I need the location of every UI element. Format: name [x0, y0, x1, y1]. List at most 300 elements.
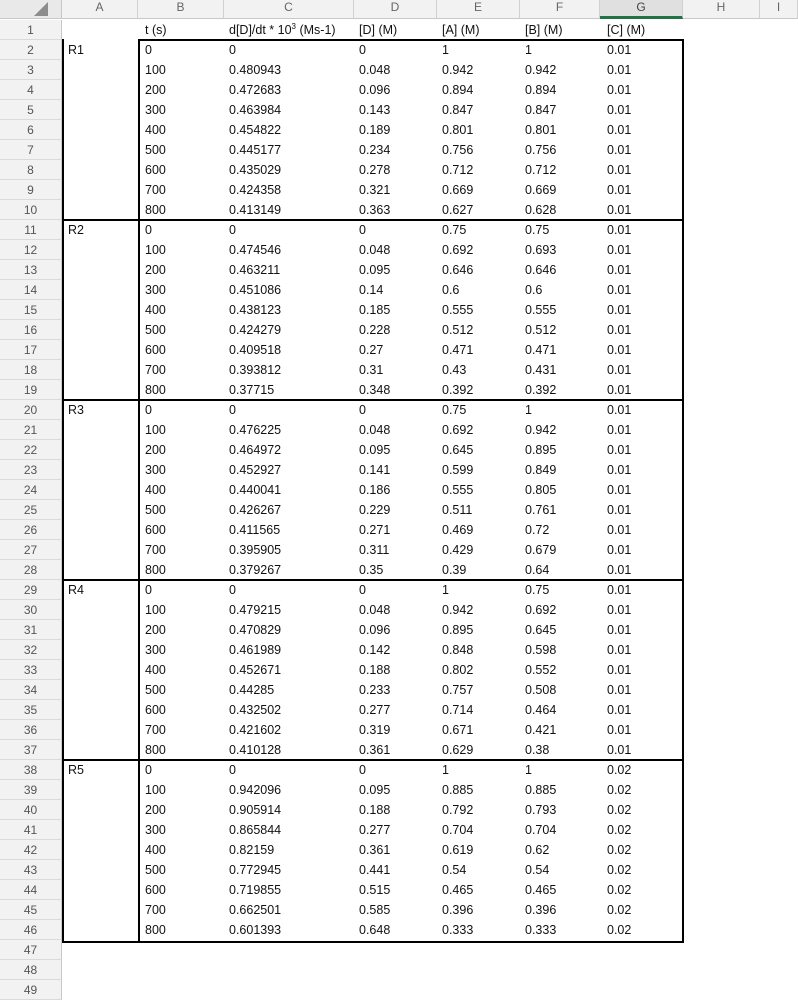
row-header-49[interactable]: 49 [0, 980, 62, 1000]
cell-rate[interactable]: 0.472683 [229, 83, 282, 97]
cell-rate[interactable]: 0.426267 [229, 503, 282, 517]
cell-d[interactable]: 0.048 [359, 603, 391, 617]
cell-rate[interactable]: 0.719855 [229, 883, 282, 897]
row-header-9[interactable]: 9 [0, 180, 62, 200]
cell-a[interactable]: 0.792 [442, 803, 474, 817]
cell-d[interactable]: 0.27 [359, 343, 384, 357]
cell-t[interactable]: 300 [145, 643, 166, 657]
cell-d[interactable]: 0.142 [359, 643, 391, 657]
cell-d[interactable]: 0.048 [359, 63, 391, 77]
cell-a[interactable]: 0.75 [442, 223, 467, 237]
cell-b[interactable]: 0.471 [525, 343, 557, 357]
cell-t[interactable]: 0 [145, 43, 152, 57]
cell-t[interactable]: 0 [145, 583, 152, 597]
cell-c[interactable]: 0.01 [607, 83, 632, 97]
cell-c[interactable]: 0.01 [607, 403, 632, 417]
cell-t[interactable]: 700 [145, 723, 166, 737]
row-header-29[interactable]: 29 [0, 580, 62, 600]
cell-c[interactable]: 0.01 [607, 603, 632, 617]
cell-d[interactable]: 0.441 [359, 863, 391, 877]
cell-rate[interactable]: 0.411565 [229, 523, 281, 537]
cell-c[interactable]: 0.02 [607, 763, 632, 777]
cell-c[interactable]: 0.01 [607, 663, 632, 677]
header-b[interactable]: [B] (M) [525, 23, 563, 37]
cell-rate[interactable]: 0.451086 [229, 283, 282, 297]
row-header-39[interactable]: 39 [0, 780, 62, 800]
cell-c[interactable]: 0.02 [607, 783, 632, 797]
cell-a[interactable]: 0.646 [442, 263, 474, 277]
cell-c[interactable]: 0.01 [607, 263, 632, 277]
cell-rate[interactable]: 0 [229, 763, 236, 777]
row-header-34[interactable]: 34 [0, 680, 62, 700]
cell-b[interactable]: 0.555 [525, 303, 557, 317]
cell-c[interactable]: 0.02 [607, 863, 632, 877]
cell-t[interactable]: 700 [145, 543, 166, 557]
row-header-13[interactable]: 13 [0, 260, 62, 280]
cell-c[interactable]: 0.01 [607, 183, 632, 197]
cell-d[interactable]: 0.648 [359, 923, 391, 937]
cell-t[interactable]: 500 [145, 683, 166, 697]
cell-a[interactable]: 0.469 [442, 523, 474, 537]
cell-c[interactable]: 0.01 [607, 283, 632, 297]
cell-rate[interactable]: 0.452671 [229, 663, 282, 677]
cell-c[interactable]: 0.01 [607, 463, 632, 477]
cell-d[interactable]: 0.234 [359, 143, 391, 157]
cell-d[interactable]: 0.228 [359, 323, 391, 337]
column-header-a[interactable]: A [62, 0, 138, 19]
column-header-e[interactable]: E [437, 0, 520, 19]
row-header-27[interactable]: 27 [0, 540, 62, 560]
cell-c[interactable]: 0.02 [607, 823, 632, 837]
cell-b[interactable]: 0.895 [525, 443, 557, 457]
row-header-33[interactable]: 33 [0, 660, 62, 680]
cell-a[interactable]: 0.627 [442, 203, 474, 217]
cell-c[interactable]: 0.01 [607, 723, 632, 737]
cell-b[interactable]: 0.431 [525, 363, 557, 377]
cell-c[interactable]: 0.01 [607, 223, 632, 237]
row-header-14[interactable]: 14 [0, 280, 62, 300]
cell-b[interactable]: 0.756 [525, 143, 557, 157]
cell-rate[interactable]: 0.476225 [229, 423, 282, 437]
cell-a[interactable]: 0.942 [442, 603, 474, 617]
cell-t[interactable]: 800 [145, 563, 166, 577]
row-header-25[interactable]: 25 [0, 500, 62, 520]
cell-a[interactable]: 0.392 [442, 383, 474, 397]
cell-d[interactable]: 0.095 [359, 783, 391, 797]
column-header-i[interactable]: I [760, 0, 798, 19]
row-header-45[interactable]: 45 [0, 900, 62, 920]
cell-b[interactable]: 0.693 [525, 243, 557, 257]
cell-t[interactable]: 800 [145, 743, 166, 757]
cell-rate[interactable]: 0.865844 [229, 823, 282, 837]
cell-a[interactable]: 0.619 [442, 843, 474, 857]
cell-a[interactable]: 0.39 [442, 563, 467, 577]
cell-rate[interactable]: 0.379267 [229, 563, 282, 577]
cell-t[interactable]: 0 [145, 223, 152, 237]
row-header-37[interactable]: 37 [0, 740, 62, 760]
cell-a[interactable]: 1 [442, 763, 449, 777]
cell-c[interactable]: 0.01 [607, 683, 632, 697]
cell-rate[interactable]: 0.464972 [229, 443, 282, 457]
cell-rate[interactable]: 0.474546 [229, 243, 282, 257]
row-header-40[interactable]: 40 [0, 800, 62, 820]
row-header-24[interactable]: 24 [0, 480, 62, 500]
cell-a[interactable]: 1 [442, 583, 449, 597]
cell-c[interactable]: 0.01 [607, 703, 632, 717]
cell-a[interactable]: 0.692 [442, 243, 474, 257]
row-header-38[interactable]: 38 [0, 760, 62, 780]
row-header-16[interactable]: 16 [0, 320, 62, 340]
cell-b[interactable]: 0.704 [525, 823, 557, 837]
cell-t[interactable]: 300 [145, 103, 166, 117]
cell-d[interactable]: 0.277 [359, 823, 391, 837]
cell-d[interactable]: 0.319 [359, 723, 391, 737]
cell-a[interactable]: 0.429 [442, 543, 474, 557]
row-header-36[interactable]: 36 [0, 720, 62, 740]
cell-c[interactable]: 0.01 [607, 623, 632, 637]
cell-rate[interactable]: 0 [229, 583, 236, 597]
cell-b[interactable]: 0.805 [525, 483, 557, 497]
cell-rate[interactable]: 0.452927 [229, 463, 282, 477]
cell-d[interactable]: 0.185 [359, 303, 391, 317]
cell-c[interactable]: 0.01 [607, 203, 632, 217]
cell-rate[interactable]: 0.601393 [229, 923, 282, 937]
row-header-11[interactable]: 11 [0, 220, 62, 240]
run-label-r2[interactable]: R2 [68, 223, 84, 237]
cell-d[interactable]: 0.31 [359, 363, 384, 377]
cell-t[interactable]: 200 [145, 263, 166, 277]
cell-c[interactable]: 0.01 [607, 43, 632, 57]
cell-a[interactable]: 0.712 [442, 163, 474, 177]
row-header-21[interactable]: 21 [0, 420, 62, 440]
cell-rate[interactable]: 0.479215 [229, 603, 282, 617]
cell-rate[interactable]: 0.480943 [229, 63, 282, 77]
cell-d[interactable]: 0.35 [359, 563, 384, 577]
cell-b[interactable]: 0.801 [525, 123, 557, 137]
cell-b[interactable]: 0.761 [525, 503, 557, 517]
cell-b[interactable]: 1 [525, 403, 532, 417]
cell-a[interactable]: 0.512 [442, 323, 474, 337]
cell-c[interactable]: 0.02 [607, 883, 632, 897]
cell-b[interactable]: 0.679 [525, 543, 557, 557]
cell-rate[interactable]: 0.410128 [229, 743, 282, 757]
row-header-42[interactable]: 42 [0, 840, 62, 860]
header-t[interactable]: t (s) [145, 23, 167, 37]
cell-t[interactable]: 400 [145, 483, 166, 497]
cell-d[interactable]: 0.188 [359, 663, 391, 677]
cell-t[interactable]: 300 [145, 823, 166, 837]
cell-b[interactable]: 0.942 [525, 423, 557, 437]
column-header-d[interactable]: D [354, 0, 437, 19]
cell-d[interactable]: 0.271 [359, 523, 391, 537]
cell-b[interactable]: 0.465 [525, 883, 557, 897]
cell-d[interactable]: 0.277 [359, 703, 391, 717]
cell-b[interactable]: 0.628 [525, 203, 557, 217]
cell-a[interactable]: 0.333 [442, 923, 474, 937]
cell-d[interactable]: 0.095 [359, 263, 391, 277]
row-header-12[interactable]: 12 [0, 240, 62, 260]
cell-c[interactable]: 0.02 [607, 843, 632, 857]
cell-c[interactable]: 0.01 [607, 383, 632, 397]
cell-t[interactable]: 200 [145, 83, 166, 97]
row-header-15[interactable]: 15 [0, 300, 62, 320]
cell-a[interactable]: 0.942 [442, 63, 474, 77]
cell-rate[interactable]: 0.438123 [229, 303, 282, 317]
cell-d[interactable]: 0.321 [359, 183, 391, 197]
cell-c[interactable]: 0.01 [607, 103, 632, 117]
cell-d[interactable]: 0.096 [359, 623, 391, 637]
row-header-47[interactable]: 47 [0, 940, 62, 960]
row-header-8[interactable]: 8 [0, 160, 62, 180]
cell-d[interactable]: 0.229 [359, 503, 391, 517]
cell-t[interactable]: 700 [145, 363, 166, 377]
row-header-19[interactable]: 19 [0, 380, 62, 400]
row-header-30[interactable]: 30 [0, 600, 62, 620]
cell-d[interactable]: 0.048 [359, 243, 391, 257]
row-header-41[interactable]: 41 [0, 820, 62, 840]
cell-c[interactable]: 0.01 [607, 643, 632, 657]
cell-b[interactable]: 0.552 [525, 663, 557, 677]
cell-d[interactable]: 0.141 [359, 463, 391, 477]
cell-d[interactable]: 0.14 [359, 283, 384, 297]
cell-t[interactable]: 500 [145, 323, 166, 337]
cell-t[interactable]: 700 [145, 903, 166, 917]
cell-a[interactable]: 0.714 [442, 703, 474, 717]
cell-t[interactable]: 400 [145, 843, 166, 857]
cell-b[interactable]: 0.646 [525, 263, 557, 277]
cell-d[interactable]: 0.278 [359, 163, 391, 177]
select-all-corner[interactable] [0, 0, 62, 19]
cell-rate[interactable]: 0.44285 [229, 683, 275, 697]
cell-d[interactable]: 0.233 [359, 683, 391, 697]
cell-a[interactable]: 0.511 [442, 503, 473, 517]
cell-t[interactable]: 600 [145, 163, 166, 177]
cell-rate[interactable]: 0.772945 [229, 863, 282, 877]
cell-c[interactable]: 0.01 [607, 63, 632, 77]
cell-b[interactable]: 0.64 [525, 563, 550, 577]
cell-t[interactable]: 100 [145, 783, 166, 797]
cell-rate[interactable]: 0.461989 [229, 643, 282, 657]
cell-c[interactable]: 0.01 [607, 343, 632, 357]
cell-c[interactable]: 0.01 [607, 243, 632, 257]
cell-a[interactable]: 0.669 [442, 183, 474, 197]
cell-rate[interactable]: 0.393812 [229, 363, 282, 377]
cell-b[interactable]: 0.333 [525, 923, 557, 937]
cell-c[interactable]: 0.02 [607, 923, 632, 937]
cell-t[interactable]: 600 [145, 703, 166, 717]
cell-a[interactable]: 0.629 [442, 743, 474, 757]
cell-rate[interactable]: 0.445177 [229, 143, 282, 157]
cell-rate[interactable]: 0 [229, 403, 236, 417]
cell-c[interactable]: 0.01 [607, 323, 632, 337]
column-header-g[interactable]: G [600, 0, 683, 19]
cell-d[interactable]: 0 [359, 763, 366, 777]
cell-b[interactable]: 0.6 [525, 283, 543, 297]
cell-c[interactable]: 0.01 [607, 543, 632, 557]
cell-d[interactable]: 0.096 [359, 83, 391, 97]
cell-a[interactable]: 0.465 [442, 883, 474, 897]
cell-b[interactable]: 0.942 [525, 63, 557, 77]
cell-a[interactable]: 0.671 [442, 723, 474, 737]
cell-c[interactable]: 0.01 [607, 563, 632, 577]
cell-c[interactable]: 0.01 [607, 483, 632, 497]
cell-c[interactable]: 0.01 [607, 423, 632, 437]
cell-d[interactable]: 0 [359, 223, 366, 237]
cell-b[interactable]: 1 [525, 763, 532, 777]
cell-a[interactable]: 0.6 [442, 283, 460, 297]
cell-a[interactable]: 0.756 [442, 143, 474, 157]
column-header-b[interactable]: B [138, 0, 224, 19]
cell-d[interactable]: 0.311 [359, 543, 390, 557]
row-header-48[interactable]: 48 [0, 960, 62, 980]
cell-b[interactable]: 0.421 [525, 723, 557, 737]
cell-t[interactable]: 200 [145, 443, 166, 457]
cell-rate[interactable]: 0.424358 [229, 183, 282, 197]
row-header-20[interactable]: 20 [0, 400, 62, 420]
cell-d[interactable]: 0.585 [359, 903, 391, 917]
cell-d[interactable]: 0.189 [359, 123, 391, 137]
cell-t[interactable]: 200 [145, 623, 166, 637]
cell-a[interactable]: 0.801 [442, 123, 474, 137]
cell-t[interactable]: 300 [145, 463, 166, 477]
row-header-6[interactable]: 6 [0, 120, 62, 140]
cell-t[interactable]: 400 [145, 123, 166, 137]
cell-d[interactable]: 0.048 [359, 423, 391, 437]
cell-d[interactable]: 0.363 [359, 203, 391, 217]
run-label-r1[interactable]: R1 [68, 43, 84, 57]
cell-t[interactable]: 800 [145, 203, 166, 217]
row-header-10[interactable]: 10 [0, 200, 62, 220]
cell-t[interactable]: 100 [145, 243, 166, 257]
row-header-35[interactable]: 35 [0, 700, 62, 720]
cell-a[interactable]: 0.396 [442, 903, 474, 917]
cell-a[interactable]: 0.645 [442, 443, 474, 457]
cell-b[interactable]: 0.885 [525, 783, 557, 797]
cell-b[interactable]: 0.75 [525, 583, 550, 597]
cell-c[interactable]: 0.01 [607, 443, 632, 457]
cell-rate[interactable]: 0.421602 [229, 723, 282, 737]
cell-t[interactable]: 600 [145, 883, 166, 897]
row-header-28[interactable]: 28 [0, 560, 62, 580]
cell-rate[interactable]: 0.463211 [229, 263, 281, 277]
cell-b[interactable]: 0.508 [525, 683, 557, 697]
cell-b[interactable]: 0.75 [525, 223, 550, 237]
cell-b[interactable]: 0.54 [525, 863, 550, 877]
cell-d[interactable]: 0.143 [359, 103, 391, 117]
cell-rate[interactable]: 0.454822 [229, 123, 282, 137]
row-header-43[interactable]: 43 [0, 860, 62, 880]
cell-b[interactable]: 0.669 [525, 183, 557, 197]
cell-a[interactable]: 0.802 [442, 663, 474, 677]
cell-t[interactable]: 100 [145, 423, 166, 437]
header-a[interactable]: [A] (M) [442, 23, 480, 37]
header-rate[interactable] [225, 20, 336, 40]
cell-rate[interactable]: 0.395905 [229, 543, 282, 557]
cell-t[interactable]: 0 [145, 763, 152, 777]
run-label-r3[interactable]: R3 [68, 403, 84, 417]
cell-d[interactable]: 0 [359, 583, 366, 597]
row-header-32[interactable]: 32 [0, 640, 62, 660]
cell-t[interactable]: 300 [145, 283, 166, 297]
column-header-h[interactable]: H [683, 0, 760, 19]
cell-rate[interactable]: 0.424279 [229, 323, 282, 337]
row-header-46[interactable]: 46 [0, 920, 62, 940]
cell-d[interactable]: 0 [359, 43, 366, 57]
cell-a[interactable]: 0.471 [442, 343, 474, 357]
cell-a[interactable]: 0.692 [442, 423, 474, 437]
row-header-17[interactable]: 17 [0, 340, 62, 360]
cell-c[interactable]: 0.01 [607, 743, 632, 757]
cell-c[interactable]: 0.01 [607, 523, 632, 537]
cell-c[interactable]: 0.01 [607, 503, 632, 517]
cell-a[interactable]: 0.895 [442, 623, 474, 637]
cell-d[interactable]: 0.361 [359, 743, 391, 757]
row-header-4[interactable]: 4 [0, 80, 62, 100]
cell-t[interactable]: 500 [145, 503, 166, 517]
cell-c[interactable]: 0.01 [607, 143, 632, 157]
column-header-f[interactable]: F [520, 0, 600, 19]
cell-d[interactable]: 0.095 [359, 443, 391, 457]
row-header-2[interactable]: 2 [0, 40, 62, 60]
cell-b[interactable]: 0.692 [525, 603, 557, 617]
cell-d[interactable]: 0.188 [359, 803, 391, 817]
cell-b[interactable]: 0.849 [525, 463, 557, 477]
cell-b[interactable]: 0.62 [525, 843, 550, 857]
cell-c[interactable]: 0.02 [607, 803, 632, 817]
cell-rate[interactable]: 0.37715 [229, 383, 275, 397]
cell-t[interactable]: 400 [145, 303, 166, 317]
cell-rate[interactable]: 0.463984 [229, 103, 282, 117]
cell-c[interactable]: 0.01 [607, 123, 632, 137]
cell-rate[interactable]: 0 [229, 223, 236, 237]
row-header-26[interactable]: 26 [0, 520, 62, 540]
run-label-r4[interactable]: R4 [68, 583, 84, 597]
cell-rate[interactable]: 0.409518 [229, 343, 282, 357]
cell-c[interactable]: 0.01 [607, 363, 632, 377]
cell-c[interactable]: 0.02 [607, 903, 632, 917]
cell-t[interactable]: 200 [145, 803, 166, 817]
cell-b[interactable]: 0.645 [525, 623, 557, 637]
cell-a[interactable]: 0.75 [442, 403, 467, 417]
cell-rate[interactable]: 0.82159 [229, 843, 275, 857]
cell-a[interactable]: 0.704 [442, 823, 474, 837]
cell-a[interactable]: 0.894 [442, 83, 474, 97]
row-header-22[interactable]: 22 [0, 440, 62, 460]
cell-a[interactable]: 0.43 [442, 363, 467, 377]
cell-t[interactable]: 100 [145, 63, 166, 77]
cell-b[interactable]: 0.512 [525, 323, 557, 337]
cell-rate[interactable]: 0.432502 [229, 703, 282, 717]
cell-t[interactable]: 100 [145, 603, 166, 617]
header-c[interactable]: [C] (M) [607, 23, 646, 37]
cell-t[interactable]: 700 [145, 183, 166, 197]
cell-a[interactable]: 0.847 [442, 103, 474, 117]
cell-a[interactable]: 0.555 [442, 303, 474, 317]
cell-c[interactable]: 0.01 [607, 303, 632, 317]
row-header-1[interactable]: 1 [0, 20, 62, 40]
cell-d[interactable]: 0.186 [359, 483, 391, 497]
cell-b[interactable]: 0.712 [525, 163, 557, 177]
cell-b[interactable]: 1 [525, 43, 532, 57]
cell-d[interactable]: 0.348 [359, 383, 391, 397]
cell-rate[interactable]: 0 [229, 43, 236, 57]
row-header-18[interactable]: 18 [0, 360, 62, 380]
cell-b[interactable]: 0.396 [525, 903, 557, 917]
cell-b[interactable]: 0.847 [525, 103, 557, 117]
cell-b[interactable]: 0.894 [525, 83, 557, 97]
cell-rate[interactable]: 0.662501 [229, 903, 282, 917]
cell-t[interactable]: 800 [145, 923, 166, 937]
